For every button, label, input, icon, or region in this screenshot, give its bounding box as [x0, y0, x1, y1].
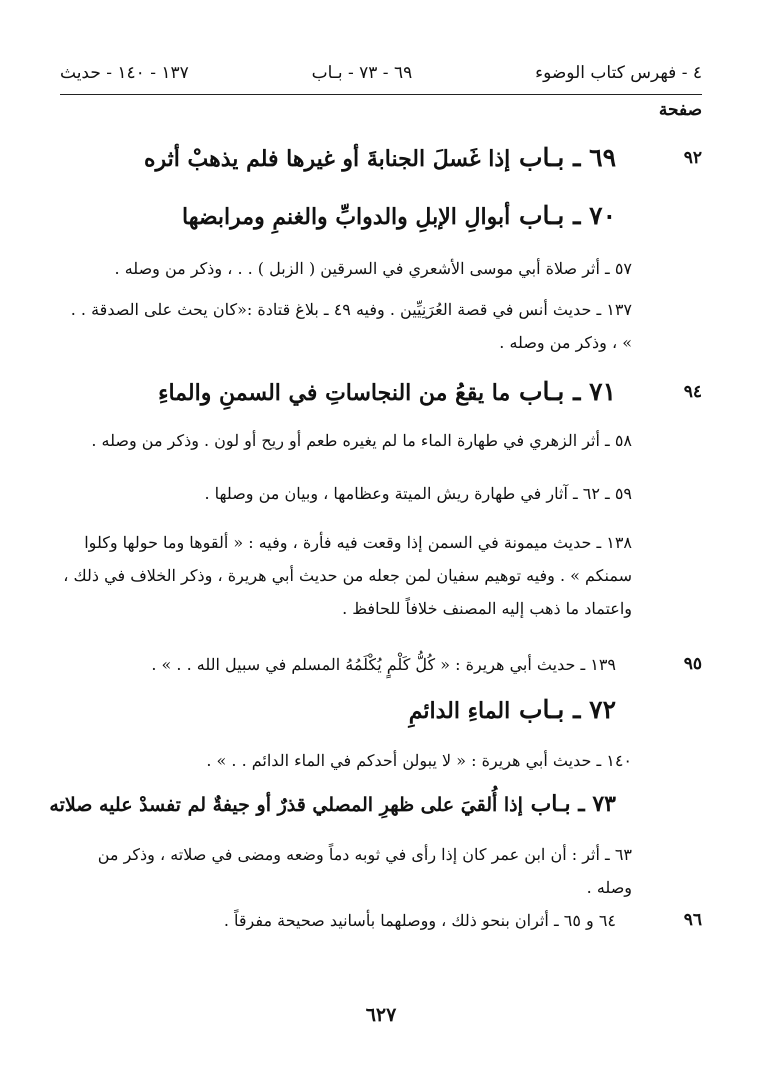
- bab-heading: ٩٤ ٧١ ـ بـاب ما يقعُ من النجاساتِ في السمنِ والماءِ: [158, 377, 702, 406]
- entry-text: ٥٨ ـ أثر الزهري في طهارة الماء ما لم يغيره طعم أو ريح أو لون . وذكر من وصله .: [91, 431, 632, 450]
- bab-title: الماءِ الدائمِ: [408, 698, 511, 724]
- bab-heading: ٧٣ ـ بـاب إذا أُلقيَ على ظهرِ المصلي قذرٌ أو جيفةٌ لم تفسدْ عليه صلاته: [49, 791, 616, 817]
- entry-text: ٦٣ ـ أثر : أن ابن عمر كان إذا رأى في ثوبه دماً وضعه ومضى في صلاته ، وذكر من وصله .: [97, 845, 632, 897]
- header-left: ١٣٧ - ١٤٠ - حديث: [60, 63, 189, 83]
- entry-text: ١٤٠ ـ حديث أبي هريرة : « لا يبولن أحدكم في الماء الدائم . . » .: [206, 751, 632, 770]
- header-center: ٦٩ - ٧٣ - بـاب: [311, 63, 413, 83]
- bab-heading: ٧٠ ـ بـاب أبوالِ الإبلِ والدوابِّ والغنمِ ومرابضها: [181, 201, 616, 230]
- bab-title: إذا غَسلَ الجنابةَ أو غيرها فلم يذهبْ أثره: [143, 146, 511, 172]
- bab-heading: ٩٢ ٦٩ ـ بـاب إذا غَسلَ الجنابةَ أو غيرها فلم يذهبْ أثره: [143, 143, 702, 172]
- entry-with-page: [60, 648, 702, 681]
- entry-with-page: [60, 904, 702, 937]
- column-label: صفحة: [658, 100, 702, 120]
- entry-text: ٥٧ ـ أثر صلاة أبي موسى الأشعري في السرقين ( الزبل ) . . ، وذكر من وصله .: [114, 259, 632, 278]
- bab-number: ٧٣: [592, 791, 616, 817]
- bab-keyword: بـاب: [518, 377, 565, 406]
- bab-number: ٦٩: [589, 143, 616, 172]
- header-right: ٤ - فهرس كتاب الوضوء: [535, 63, 702, 83]
- bab-title: أبوالِ الإبلِ والدوابِّ والغنمِ ومرابضها: [181, 204, 511, 230]
- bab-title: ما يقعُ من النجاساتِ في السمنِ والماءِ: [158, 380, 511, 406]
- running-header: [60, 58, 702, 88]
- bab-heading: ٧٢ ـ بـاب الماءِ الدائمِ: [408, 695, 616, 724]
- entry-text: ١٣٧ ـ حديث أنس في قصة العُرَنِيِّين . وفيه ٤٩ ـ بلاغ قتادة :«كان يحث على الصدقة . . » ، وذكر من وصله .: [70, 300, 632, 352]
- page-ref: ٩٢: [683, 148, 702, 168]
- bab-keyword: بـاب: [518, 695, 565, 724]
- bab-number: ٧٠: [589, 201, 616, 230]
- entry-text: ٦٤ و ٦٥ ـ أثران بنحو ذلك ، ووصلهما بأسانيد صحيحة مفرقاً .: [223, 911, 616, 930]
- page-ref: ٩٤: [683, 382, 702, 402]
- bab-title: إذا أُلقيَ على ظهرِ المصلي قذرٌ أو جيفةٌ لم تفسدْ عليه صلاته: [49, 794, 523, 816]
- page-ref: ٩٥: [683, 654, 702, 674]
- entry-text: ٥٩ ـ ٦٢ ـ آثار في طهارة ريش الميتة وعظامها ، وبيان من وصلها .: [204, 484, 632, 503]
- bab-keyword: بـاب: [518, 143, 565, 172]
- bab-keyword: بـاب: [518, 201, 565, 230]
- bab-number: ٧٢: [589, 695, 616, 724]
- page-ref: ٩٦: [683, 910, 702, 930]
- entry-text: ١٣٩ ـ حديث أبي هريرة : « كُلُّ كَلْمٍ يُكْلَمُهُ المسلم في سبيل الله . . » .: [151, 655, 616, 674]
- entry-text: ١٣٨ ـ حديث ميمونة في السمن إذا وقعت فيه فأرة ، وفيه : « ألقوها وما حولها وكلوا سمنكم » . وفيه توهيم سفيان لمن جعله من حديث أبي هريرة ، وذكر الخلاف في ذلك ، واعتماد ما ذهب إليه المصنف خلافاً للحافظ .: [63, 533, 632, 618]
- header-rule: [60, 94, 702, 95]
- bab-keyword: بـاب: [530, 791, 571, 817]
- page-number: ٦٢٧: [365, 1004, 397, 1026]
- bab-number: ٧١: [589, 377, 616, 406]
